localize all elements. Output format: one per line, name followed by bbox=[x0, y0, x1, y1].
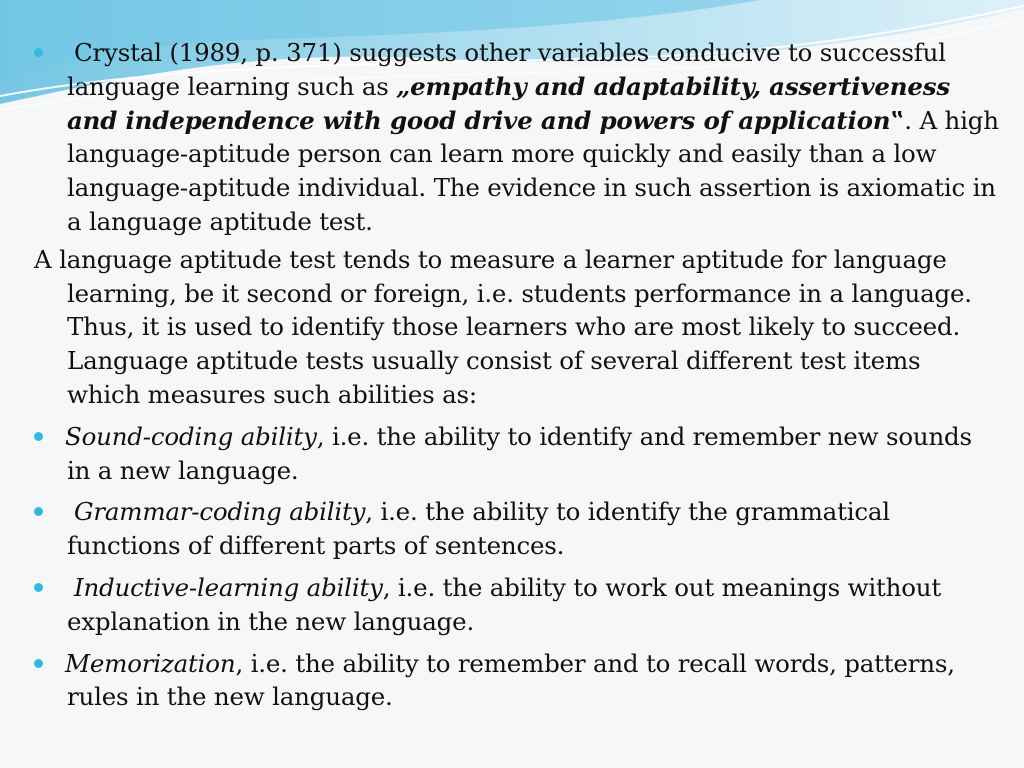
ability-term: Grammar-coding ability bbox=[74, 497, 366, 527]
ability-description: , i.e. the ability to remember and to recall words, patterns, rules in the new language. bbox=[67, 648, 955, 712]
ability-term: Memorization bbox=[65, 648, 236, 678]
bullet-crystal-quote bbox=[34, 36, 1000, 239]
bullet-grammar-coding bbox=[34, 495, 1000, 563]
paragraph-aptitude-test bbox=[34, 243, 1000, 412]
paragraph-lead: Crystal (1989, p. 371) suggests other variables conducive to successful language learning such as bbox=[67, 38, 946, 101]
ability-description: , i.e. the ability to identify the grammatical functions of different parts of sentences. bbox=[67, 497, 890, 561]
crystal-quote: „empathy and adaptability, assertiveness and independence with good drive and powers of application‟ bbox=[67, 71, 950, 135]
ability-description: , i.e. the ability to identify and remember new sounds in a new language. bbox=[67, 421, 972, 485]
ability-term: Inductive-learning ability bbox=[74, 572, 383, 602]
slide-body bbox=[34, 36, 1000, 722]
bullet-inductive-learning bbox=[34, 571, 1000, 639]
ability-term: Sound-coding ability bbox=[65, 421, 317, 451]
ability-description: , i.e. the ability to work out meanings without explanation in the new language. bbox=[67, 572, 942, 636]
paragraph-text: A language aptitude test tends to measure a learner aptitude for language learning, be it second or foreign, i.e. students performance in a language. Thus, it is used to identify those learners who are most likely to succeed. Language aptitude tests usually consist of several different test items which measures such abilities as: bbox=[34, 244, 972, 409]
paragraph-tail: . A high language-aptitude person can learn more quickly and easily than a low language-aptitude individual. The evidence in such assertion is axiomatic in a language aptitude test. bbox=[67, 105, 999, 236]
bullet-memorization bbox=[34, 647, 1000, 715]
bullet-sound-coding bbox=[34, 420, 1000, 488]
